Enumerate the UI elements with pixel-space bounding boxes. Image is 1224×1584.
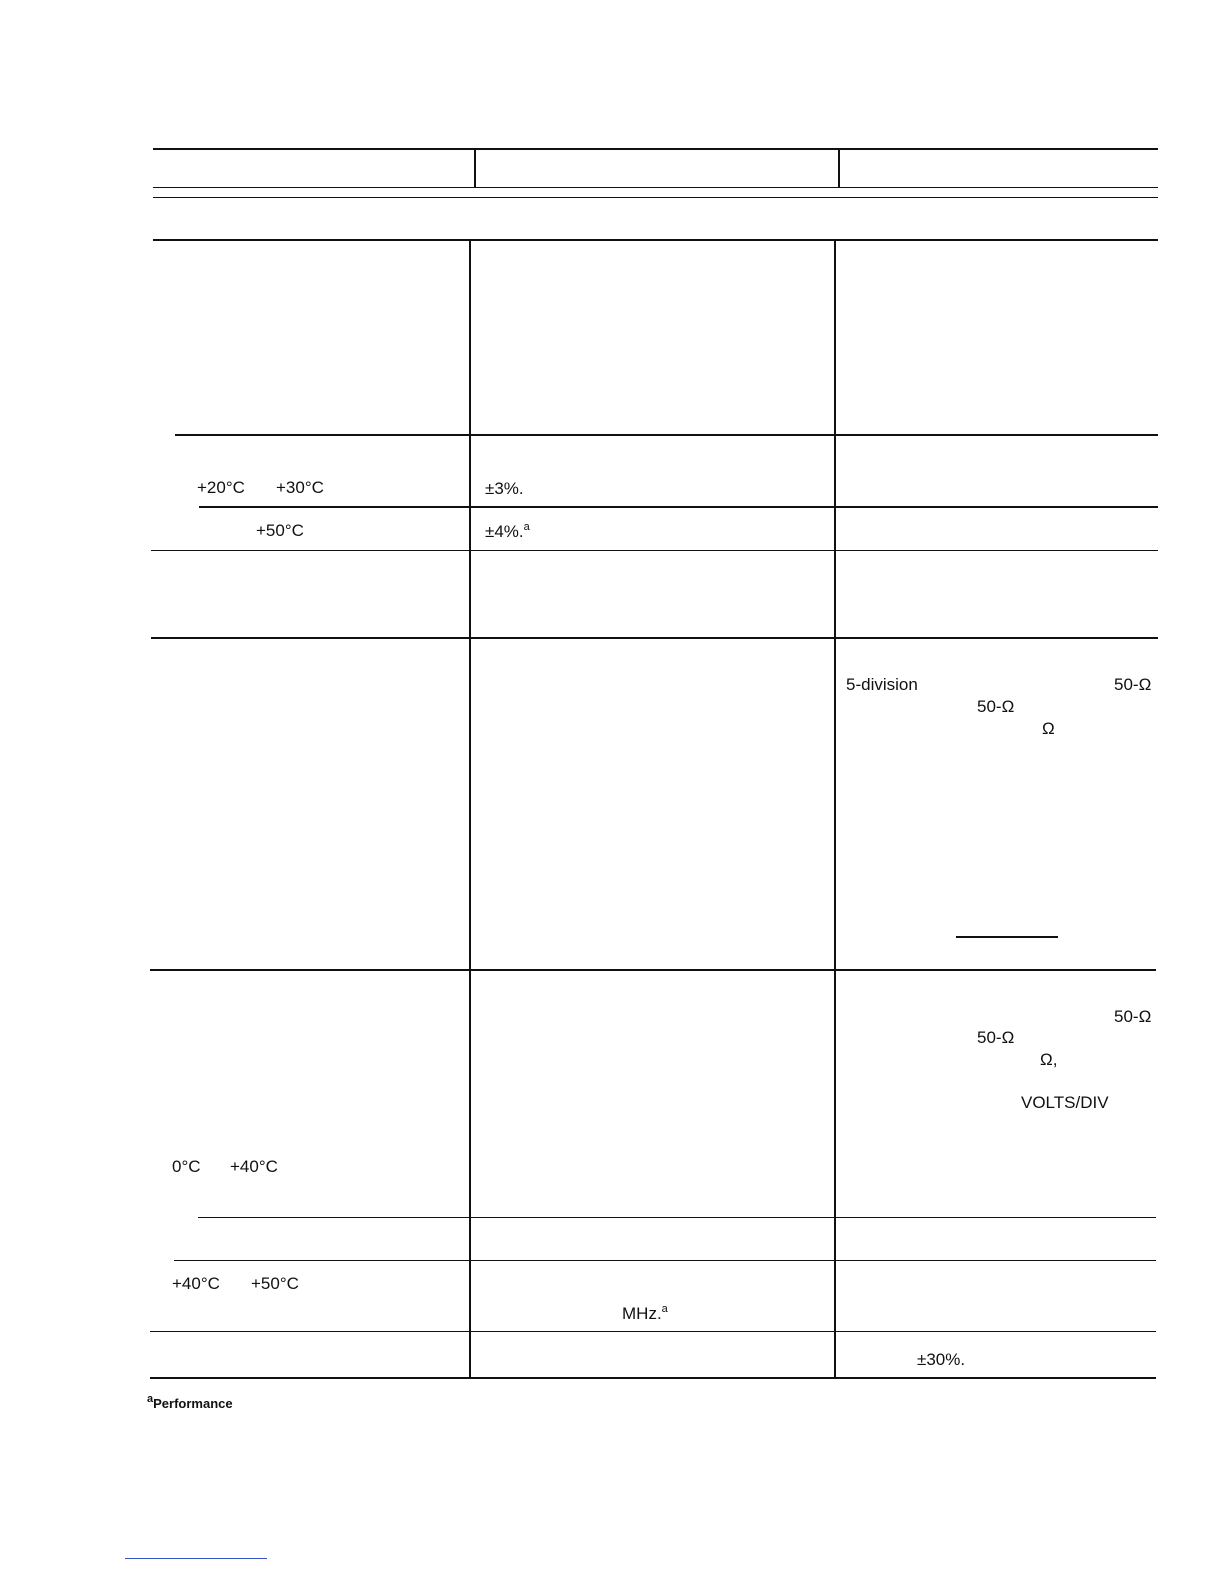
accuracy-30pct: ±30%. xyxy=(917,1350,966,1369)
temp-50c: +50°C xyxy=(256,521,304,540)
temp-30c: +30°C xyxy=(276,478,324,497)
ohm-50-label: 50-Ω xyxy=(977,697,1015,716)
row-rule-7 xyxy=(174,1260,1156,1261)
row-rule-2 xyxy=(199,506,1158,508)
footnote-ref: a xyxy=(523,521,530,533)
footnote-text: Performance xyxy=(153,1396,233,1411)
mhz-unit: MHz. xyxy=(622,1304,662,1323)
header-divider-1 xyxy=(474,150,476,187)
accuracy-4pct-value: ±4%. xyxy=(485,522,524,541)
column-divider-1 xyxy=(469,240,471,1378)
accuracy-4pct xyxy=(485,522,530,542)
row-rule-1 xyxy=(175,434,1158,436)
header-bottom-rule xyxy=(153,187,1158,188)
footnote-ref: a xyxy=(661,1303,668,1315)
volts-div-label: VOLTS/DIV xyxy=(1021,1093,1109,1112)
footnote xyxy=(147,1394,233,1414)
header-divider-2 xyxy=(838,150,840,187)
temp-40c: +40°C xyxy=(230,1157,278,1176)
five-division-label: 5-division xyxy=(846,675,918,694)
ohm-50-label: 50-Ω xyxy=(1114,675,1152,694)
page-footer-rule xyxy=(125,1558,267,1559)
accuracy-3pct: ±3%. xyxy=(485,479,524,498)
column-divider-2 xyxy=(834,240,836,1378)
ohm-symbol: Ω xyxy=(1042,719,1055,738)
row-rule-3 xyxy=(151,550,1158,551)
cell-underline xyxy=(956,936,1058,938)
table-body-top-rule xyxy=(153,239,1158,241)
row-rule-4 xyxy=(151,637,1158,639)
ohm-50-label: 50-Ω xyxy=(977,1028,1015,1047)
ohm-symbol: Ω, xyxy=(1040,1050,1058,1069)
section-rule xyxy=(153,197,1158,198)
row-rule-5 xyxy=(150,969,1156,971)
ohm-50-label: 50-Ω xyxy=(1114,1007,1152,1026)
mhz-value xyxy=(622,1304,668,1324)
table-bottom-rule xyxy=(150,1377,1156,1379)
row-rule-8 xyxy=(150,1331,1156,1332)
footnote-marker: a xyxy=(147,1393,154,1405)
temp-40c: +40°C xyxy=(172,1274,220,1293)
row-rule-6 xyxy=(198,1217,1156,1218)
temp-20c: +20°C xyxy=(197,478,245,497)
header-top-rule xyxy=(153,148,1158,150)
temp-50c: +50°C xyxy=(251,1274,299,1293)
temp-0c: 0°C xyxy=(172,1157,201,1176)
